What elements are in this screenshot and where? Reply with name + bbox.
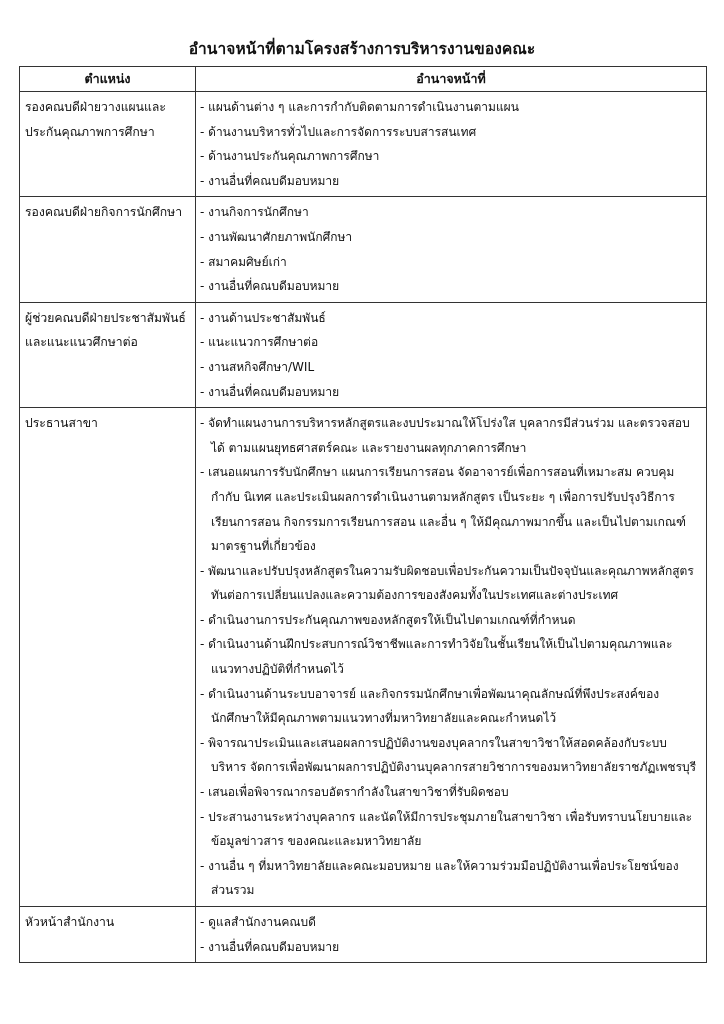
position-cell xyxy=(20,197,196,302)
duty-item: - เสนอแผนการรับนักศึกษา แผนการเรียนการสอน จัดอาจารย์เพื่อการสอนที่เหมาะสม ควบคุม กำกับ นิเทศ และประเมินผลการดำเนินงานตามหลักสูตร เป็นระยะ ๆ เพื่อการปรับปรุงวิธีการ เรียนการสอน กิจกรรมการเรียนการสอน และอื่น ๆ ให้มีคุณภาพมากขึ้น และเป็นไปตามเกณฑ์ มาตรฐานที่เกี่ยวข้อง xyxy=(200,465,686,554)
table-row xyxy=(20,92,707,197)
duty-item: - สมาคมศิษย์เก่า xyxy=(200,254,287,269)
duty-item: - ดูแลสำนักงานคณบดี xyxy=(200,915,316,929)
duty-list xyxy=(200,411,700,903)
position-cell xyxy=(20,408,196,907)
duty-item: - ด้านงานบริหารทั่วไปและการจัดการระบบสารสนเทศ xyxy=(200,124,477,139)
duty-item: - ดำเนินงานด้านฝึกประสบการณ์วิชาชีพและการทำวิจัยในชั้นเรียนให้เป็นไปตามคุณภาพและ แนวทางปฏิบัติที่กำหนดไว้ xyxy=(200,637,673,677)
position-text: และแนะแนวศึกษาต่อ xyxy=(25,335,138,350)
duty-item: - งานอื่นที่คณบดีมอบหมาย xyxy=(200,384,340,399)
duty-item: - งานกิจการนักศึกษา xyxy=(200,205,309,220)
duty-item: - แนะแนวการศึกษาต่อ xyxy=(200,335,319,350)
position-text: ผู้ช่วยคณบดีฝ่ายประชาสัมพันธ์ xyxy=(25,310,186,325)
duty-item: - งานอื่นที่คณบดีมอบหมาย xyxy=(200,173,340,188)
position-text: หัวหน้าสำนักงาน xyxy=(25,915,115,929)
duty-list xyxy=(200,200,700,298)
position-text: ประกันคุณภาพการศึกษา xyxy=(25,124,155,139)
duty-item: - ด้านงานประกันคุณภาพการศึกษา xyxy=(200,149,380,164)
duty-item: - พัฒนาและปรับปรุงหลักสูตรในความรับผิดชอบเพื่อประกันความเป็นปัจจุบันและคุณภาพหลักสูตร ทันต่อการเปลี่ยนแปลงและความต้องการของสังคมทั้งในประเทศและต่างประเทศ xyxy=(200,563,694,603)
duty-item: - เสนอเพื่อพิจารณากรอบอัตรากำลังในสาขาวิชาที่รับผิดชอบ xyxy=(200,785,509,800)
duty-item: - งานอื่น ๆ ที่มหาวิทยาลัยและคณะมอบหมาย และให้ความร่วมมือปฏิบัติงานเพื่อประโยชน์ของ ส่วนรวม xyxy=(200,858,679,898)
table-row xyxy=(20,197,707,302)
table-row xyxy=(20,907,707,963)
duty-item: - งานด้านประชาสัมพันธ์ xyxy=(200,310,326,325)
table-row xyxy=(20,408,707,907)
position-cell xyxy=(20,92,196,197)
position-cell xyxy=(20,907,196,963)
header-position: ตำแหน่ง xyxy=(20,67,196,92)
duty-list xyxy=(200,910,700,959)
position-text: รองคณบดีฝ่ายกิจการนักศึกษา xyxy=(25,205,183,220)
table-row xyxy=(20,302,707,407)
duty-item: - ดำเนินงานการประกันคุณภาพของหลักสูตรให้เป็นไปตามเกณฑ์ที่กำหนด xyxy=(200,612,576,627)
duty-item: - งานพัฒนาศักยภาพนักศึกษา xyxy=(200,229,353,244)
duty-cell xyxy=(196,408,707,907)
duty-item: - งานสหกิจศึกษา/WIL xyxy=(200,359,315,374)
table-header-row xyxy=(20,67,707,92)
duty-item: - ประสานงานระหว่างบุคลากร และนัดให้มีการประชุมภายในสาขาวิชา เพื่อรับทราบนโยบายและ ข้อมูลข่าวสาร ของคณะและมหาวิทยาลัย xyxy=(200,809,693,849)
position-text: ประธานสาขา xyxy=(25,416,98,431)
duty-cell xyxy=(196,302,707,407)
position-cell xyxy=(20,302,196,407)
position-text: รองคณบดีฝ่ายวางแผนและ xyxy=(25,100,166,114)
duty-list xyxy=(200,95,700,193)
duty-item: - พิจารณาประเมินและเสนอผลการปฏิบัติงานของบุคลากรในสาขาวิชาให้สอดคล้องกับระบบบริหาร จัดการเพื่อพัฒนาผลการปฏิบัติงานบุคลากรสายวิชาการของมหาวิทยาลัยราชภัฏเพชรบุรี xyxy=(200,735,697,775)
duties-table xyxy=(19,66,707,963)
duty-item: - แผนด้านต่าง ๆ และการกำกับติดตามการดำเนินงานตามแผน xyxy=(200,100,519,114)
duty-cell xyxy=(196,92,707,197)
duty-item: - จัดทำแผนงานการบริหารหลักสูตรและงบประมาณให้โปร่งใส บุคลากรมีส่วนร่วม และตรวจสอบได้ ตามแผนยุทธศาสตร์คณะ และรายงานผลทุกภาคการศึกษา xyxy=(200,416,690,455)
page-title: อำนาจหน้าที่ตามโครงสร้างการบริหารงานของคณะ xyxy=(188,40,536,58)
duty-item: - ดำเนินงานด้านระบบอาจารย์ และกิจกรรมนักศึกษาเพื่อพัฒนาคุณลักษณ์ที่พึงประสงค์ของ นักศึกษาให้มีคุณภาพตามแนวทางที่มหาวิทยาลัยและคณะกำหนดไว้ xyxy=(200,686,660,726)
duty-item: - งานอื่นที่คณบดีมอบหมาย xyxy=(200,939,340,954)
duty-cell xyxy=(196,907,707,963)
header-duty: อำนาจหน้าที่ xyxy=(196,67,707,92)
duty-cell xyxy=(196,197,707,302)
duty-item: - งานอื่นที่คณบดีมอบหมาย xyxy=(200,279,340,294)
duty-list xyxy=(200,306,700,404)
